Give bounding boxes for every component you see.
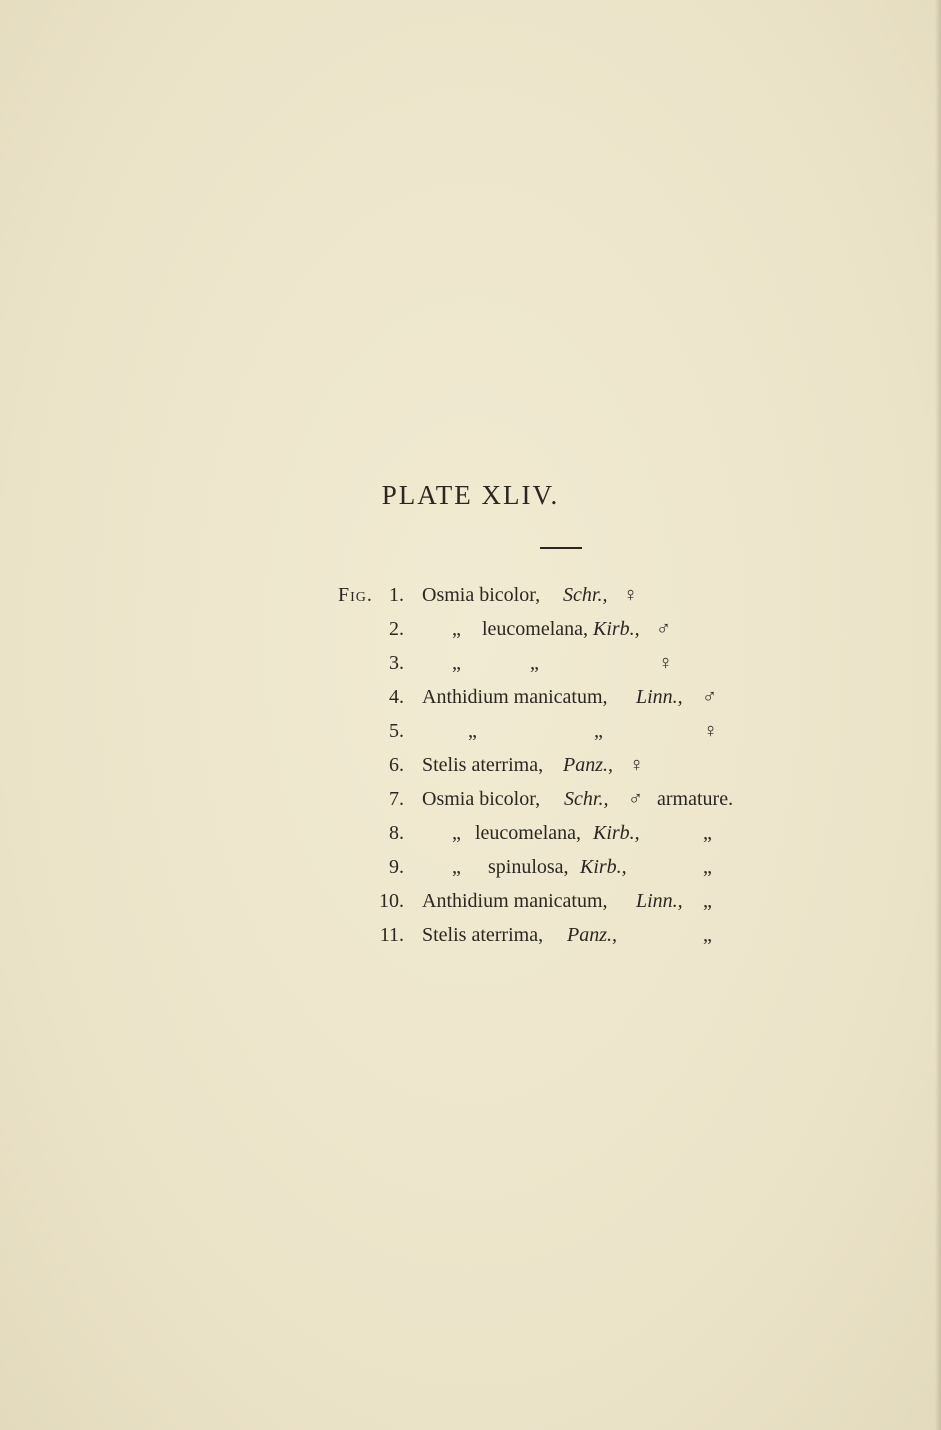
- figure-note-ditto: „: [703, 890, 712, 912]
- figure-authority: Panz.,: [567, 924, 617, 946]
- figure-genus-ditto: „: [468, 720, 477, 742]
- figure-note-ditto: „: [703, 856, 712, 878]
- figure-authority: Linn.,: [636, 890, 683, 912]
- figure-number: 3.: [389, 652, 404, 674]
- plate-title: PLATE XLIV.: [381, 480, 560, 510]
- figure-genus: Stelis aterrima,: [422, 924, 544, 946]
- figure-species: spinulosa,: [488, 856, 569, 878]
- figure-authority: Schr.,: [564, 788, 609, 810]
- figure-row-3: [0, 646, 941, 680]
- figure-genus-ditto: „: [452, 618, 461, 640]
- figure-genus: Stelis aterrima,: [422, 754, 544, 776]
- figure-row-9: [0, 850, 941, 884]
- figure-row-8: [0, 816, 941, 850]
- figure-note: armature.: [657, 788, 734, 810]
- figure-sex: ♂: [656, 618, 671, 640]
- figure-row-2: [0, 612, 941, 646]
- figure-genus: Osmia bicolor,: [422, 584, 541, 606]
- figure-number: 10.: [379, 890, 404, 912]
- figure-sex: ♂: [628, 788, 643, 810]
- figure-number: 1.: [389, 584, 404, 606]
- figure-row-7: [0, 782, 941, 816]
- figure-row-1: [0, 578, 941, 612]
- figure-row-6: [0, 748, 941, 782]
- figure-species: leucomelana,: [475, 822, 582, 844]
- figure-note-ditto: „: [703, 924, 712, 946]
- figure-genus: Osmia bicolor,: [422, 788, 541, 810]
- figure-number: 9.: [389, 856, 404, 878]
- figure-row-10: [0, 884, 941, 918]
- figure-sex: ♀: [658, 652, 673, 674]
- figure-number: 2.: [389, 618, 404, 640]
- figure-number: 4.: [389, 686, 404, 708]
- figure-sex: ♀: [703, 720, 718, 742]
- figure-sex: ♀: [629, 754, 644, 776]
- figure-sex: ♂: [702, 686, 717, 708]
- figure-number: 8.: [389, 822, 404, 844]
- figure-authority: Kirb.,: [593, 618, 640, 640]
- figure-row-11: [0, 918, 941, 952]
- figure-genus: Anthidium manicatum,: [422, 890, 608, 912]
- fig-prefix: Fig.: [338, 584, 373, 606]
- figure-authority: Kirb.,: [580, 856, 627, 878]
- figure-note-ditto: „: [703, 822, 712, 844]
- figure-genus-ditto: „: [452, 856, 461, 878]
- figure-number: 7.: [389, 788, 404, 810]
- figure-authority: Schr.,: [563, 584, 608, 606]
- figure-genus: Anthidium manicatum,: [422, 686, 608, 708]
- figure-authority: Linn.,: [636, 686, 683, 708]
- figure-species-ditto: „: [530, 652, 539, 674]
- figure-species: leucomelana,: [482, 618, 589, 640]
- figure-sex: ♀: [623, 584, 638, 606]
- figure-row-5: [0, 714, 941, 748]
- figure-row-4: [0, 680, 941, 714]
- figure-number: 11.: [379, 924, 404, 946]
- title-rule: [540, 547, 582, 549]
- figure-number: 6.: [389, 754, 404, 776]
- figure-authority: Panz.,: [563, 754, 613, 776]
- figure-authority: Kirb.,: [593, 822, 640, 844]
- figure-number: 5.: [389, 720, 404, 742]
- figure-species-ditto: „: [594, 720, 603, 742]
- figure-genus-ditto: „: [452, 652, 461, 674]
- figure-genus-ditto: „: [452, 822, 461, 844]
